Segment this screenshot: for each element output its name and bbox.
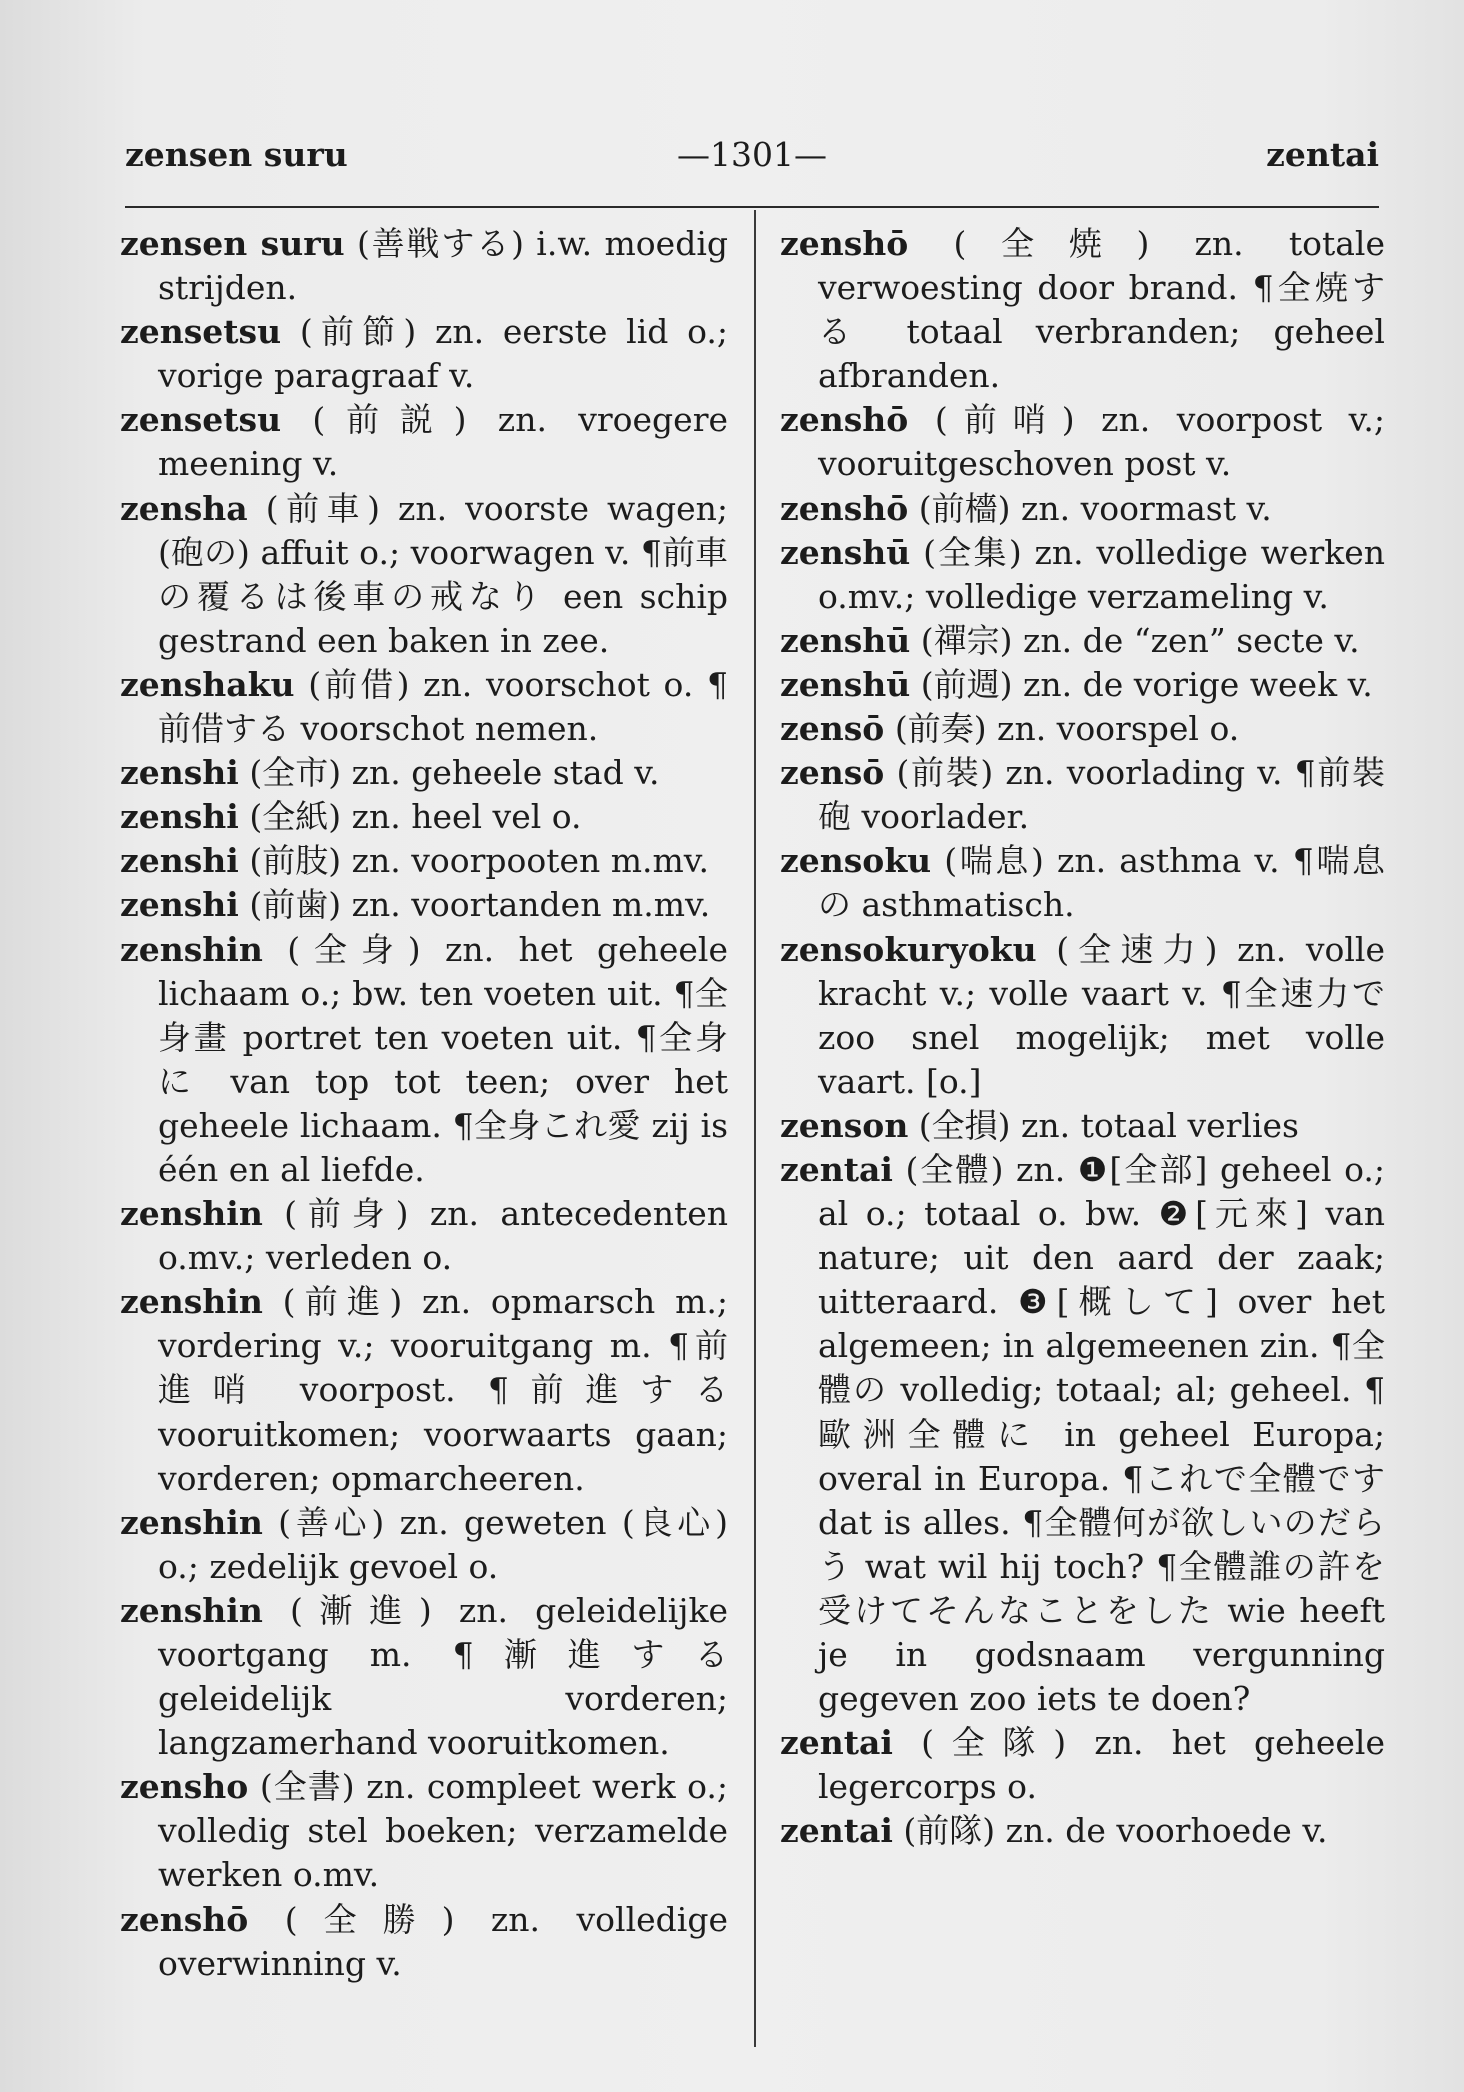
entry-headword: zenshi (120, 753, 239, 793)
entry-headword: zensha (120, 488, 248, 528)
entry-headword: zenshin (120, 1502, 263, 1542)
right-column (780, 222, 1385, 1853)
entry-definition: (全集) zn. volledige werken o.mv.; volledige verzameling v. (818, 532, 1385, 616)
entry-definition: (前檣) zn. voormast v. (908, 488, 1272, 528)
left-column (120, 222, 728, 1986)
entry-definition: (前借) zn. voorschot o. ¶前借する voorschot nemen. (158, 664, 728, 749)
dictionary-entry (120, 1898, 728, 1986)
entry-headword: zenshū (780, 532, 911, 572)
dictionary-entry (120, 487, 728, 663)
dictionary-entry (120, 222, 728, 310)
entry-headword: zensō (780, 709, 885, 749)
entry-headword: zensen suru (120, 224, 345, 263)
entry-definition: (善心) zn. geweten (良心) o.; zedelijk gevoel o. (158, 1502, 728, 1586)
entry-definition: (全體) zn. ❶[全部] geheel o.; al o.; totaal o. bw. ❷[元來] van nature; uit den aard der zaak; uitteraard. ❸[概して] over het algemeen; in algemeenen zin. ¶全體の volledig; totaal; al; geheel. ¶歐洲全體に in geheel Europa; overal in Europa. ¶これで全體です dat is alles. ¶全體何が欲しいのだらう wat wil hij toch? ¶全體誰の許を受けてそんなことをした wie heeft je in godsnaam vergunning gegeven zoo iets te doen? (818, 1149, 1385, 1719)
dictionary-entry (780, 707, 1385, 751)
entry-headword: zenshin (120, 1282, 263, 1322)
entry-definition: (前哨) zn. voorpost v.; vooruitgeschoven post v. (818, 400, 1385, 484)
page-header (125, 135, 1379, 185)
entry-headword: zensō (780, 753, 885, 793)
entry-definition: (前進) zn. opmarsch m.; vordering v.; vooruitgang m. ¶前進哨 voorpost. ¶前進する vooruitkomen; voorwaarts gaan; vorderen; opmarcheeren. (158, 1282, 728, 1498)
entry-definition: (前隊) zn. de voorhoede v. (892, 1811, 1328, 1851)
entry-headword: zenshin (120, 1194, 263, 1234)
dictionary-entry (780, 839, 1385, 927)
entry-definition: (全勝) zn. volledige overwinning v. (158, 1899, 728, 1983)
entry-definition: (全書) zn. compleet werk o.; volledig stel boeken; verzamelde werken o.mv. (158, 1767, 728, 1895)
entry-headword: zenshō (120, 1899, 249, 1939)
entry-headword: zentai (780, 1811, 893, 1851)
entry-definition: (前裝) zn. voorlading v. ¶前裝砲 voorlader. (818, 753, 1385, 837)
entry-definition: (全市) zn. geheele stad v. (238, 753, 660, 793)
entry-definition: (全速力) zn. volle kracht v.; volle vaart v. ¶全速力で zoo snel mogelijk; met volle vaart. [o.] (818, 929, 1385, 1101)
dictionary-entry (120, 751, 728, 795)
entry-headword: zensokuryoku (780, 929, 1037, 969)
entry-definition: (前歯) zn. voortanden m.mv. (238, 885, 711, 925)
dictionary-entry (780, 1809, 1385, 1853)
entry-headword: zenson (780, 1105, 909, 1145)
entry-definition: (前週) zn. de vorige week v. (910, 664, 1373, 704)
dictionary-entry (120, 1589, 728, 1765)
dictionary-entry (120, 1280, 728, 1500)
entry-headword: zensetsu (120, 312, 282, 352)
entry-headword: zenshin (120, 929, 263, 969)
dictionary-entry (120, 839, 728, 883)
entry-headword: zenshin (120, 1590, 263, 1630)
entry-definition: (全身) zn. het geheele lichaam o.; bw. ten voeten uit. ¶全身畫 portret ten voeten uit. ¶全身に van top tot teen; over het geheele lichaam. ¶全身これ愛 zij is één en al liefde. (158, 929, 728, 1189)
entry-definition: (前車) zn. voorste wagen; (砲の) affuit o.; voorwagen v. ¶前車の覆るは後車の戒なり een schip gestrand een baken in zee. (158, 488, 728, 660)
entry-definition: (全損) zn. totaal verlies (908, 1105, 1299, 1145)
dictionary-entry (120, 795, 728, 839)
dictionary-entry (780, 398, 1385, 486)
entry-definition: (前説) zn. vroegere meening v. (158, 400, 728, 484)
dictionary-entry (780, 222, 1385, 398)
entry-definition: (善戦する) i.w. moedig strijden. (158, 224, 729, 308)
entry-headword: zenshō (780, 224, 909, 263)
entry-definition: (全焼) zn. totale verwoesting door brand. ¶全焼する totaal verbranden; geheel afbranden. (818, 224, 1385, 396)
entry-headword: zentai (780, 1149, 893, 1189)
page-number: —1301— (677, 135, 827, 174)
dictionary-entry (780, 619, 1385, 663)
entry-headword: zenshi (120, 885, 239, 925)
entry-headword: zenshū (780, 664, 911, 704)
entry-definition: (全隊) zn. het geheele legercorps o. (818, 1723, 1385, 1807)
entry-headword: zenshi (120, 797, 239, 837)
entry-definition: (前肢) zn. voorpooten m.mv. (238, 841, 710, 881)
entry-definition: (前身) zn. antecedenten o.mv.; verleden o. (158, 1194, 728, 1278)
entry-headword: zensho (120, 1767, 249, 1807)
header-rule (125, 206, 1379, 208)
running-head-right: zentai (1266, 135, 1379, 174)
entry-definition: (漸進) zn. geleidelijke voortgang m. ¶漸進する geleidelijk vorderen; langzamerhand vooruitkomen. (158, 1590, 728, 1763)
dictionary-entry (780, 663, 1385, 707)
dictionary-entry (120, 1765, 728, 1897)
entry-definition: (全紙) zn. heel vel o. (238, 797, 582, 837)
dictionary-entry (780, 1148, 1385, 1721)
dictionary-entry (120, 1192, 728, 1280)
entry-definition: (禪宗) zn. de “zen” secte v. (910, 620, 1360, 660)
entry-headword: zenshū (780, 620, 911, 660)
dictionary-entry (780, 928, 1385, 1104)
dictionary-entry (120, 928, 728, 1193)
dictionary-entry (120, 310, 728, 398)
entry-headword: zentai (780, 1723, 893, 1763)
entry-definition: (前奏) zn. voorspel o. (884, 709, 1240, 749)
entry-headword: zenshō (780, 400, 909, 440)
entry-definition: (喘息) zn. asthma v. ¶喘息の asthmatisch. (818, 841, 1385, 925)
dictionary-entry (780, 1721, 1385, 1809)
dictionary-entry (780, 531, 1385, 619)
dictionary-entry (120, 1501, 728, 1589)
entry-headword: zensoku (780, 841, 932, 881)
dictionary-entry (780, 751, 1385, 839)
entry-headword: zenshaku (120, 664, 295, 704)
entry-headword: zensetsu (120, 400, 282, 440)
entry-headword: zenshi (120, 841, 239, 881)
dictionary-entry (120, 663, 728, 751)
running-head-left: zensen suru (125, 135, 348, 174)
dictionary-entry (120, 883, 728, 927)
entry-headword: zenshō (780, 488, 909, 528)
column-divider (754, 210, 756, 2047)
dictionary-entry (120, 398, 728, 486)
entry-definition: (前節) zn. eerste lid o.; vorige paragraaf v. (158, 312, 728, 396)
dictionary-entry (780, 487, 1385, 531)
dictionary-entry (780, 1104, 1385, 1148)
